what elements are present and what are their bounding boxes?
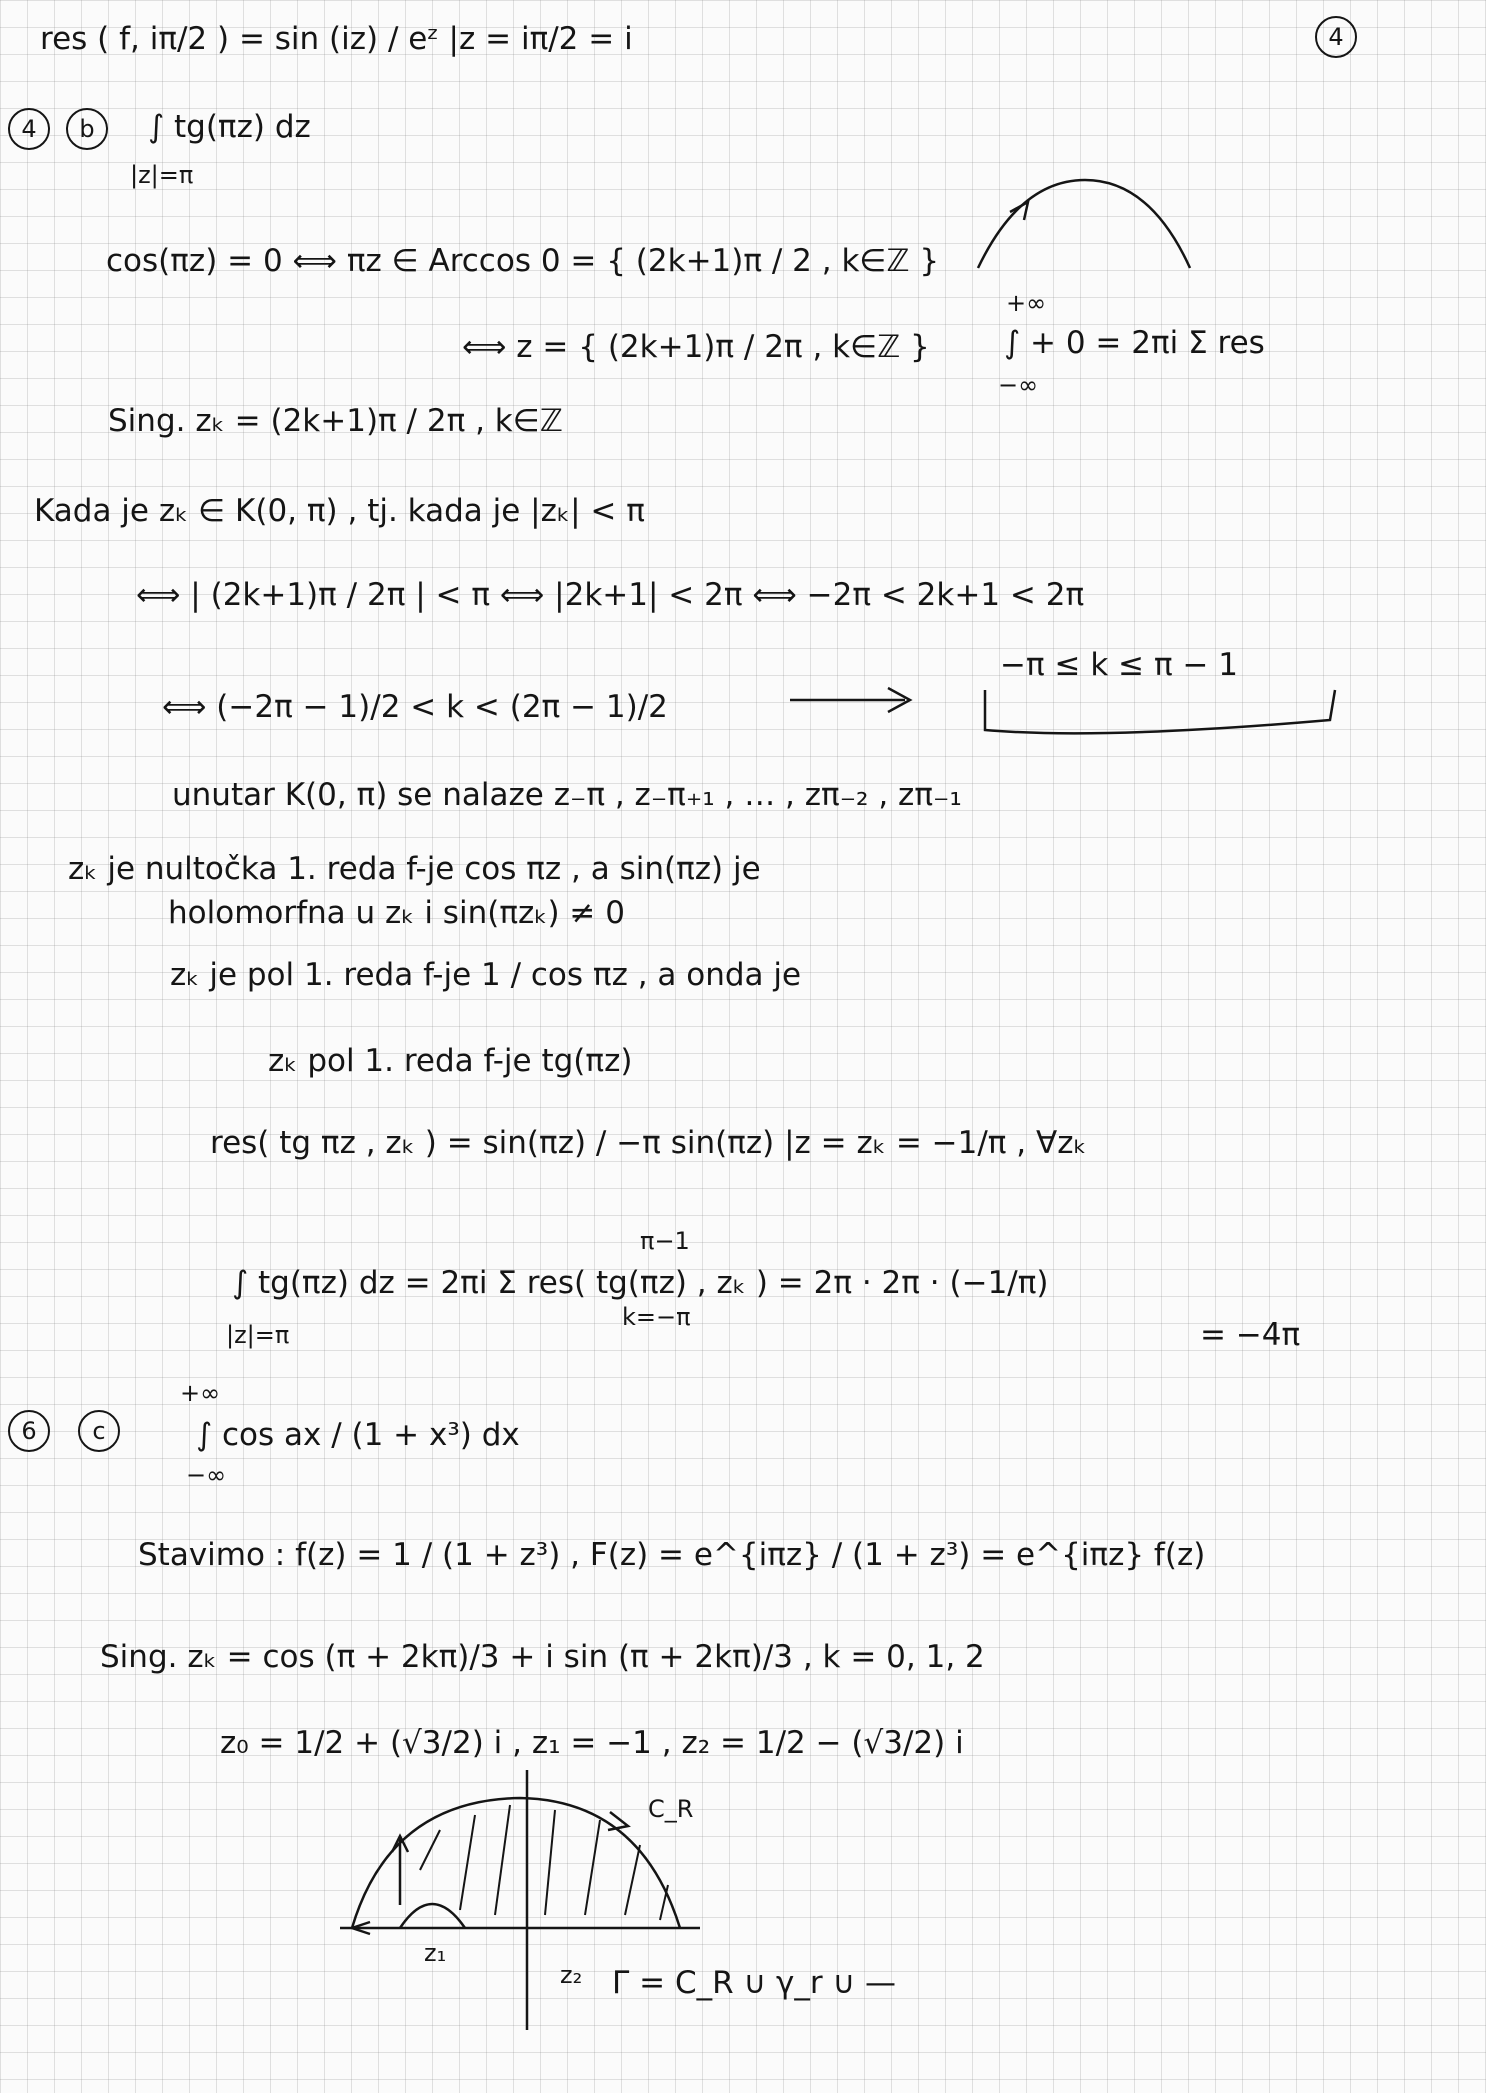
side-note-lower-limit: −∞ [998,371,1039,399]
pole-of-reciprocal-line: zₖ je pol 1. reda f-je 1 / cos πz , a onda je [170,957,802,993]
gamma-definition: Γ = C_R ∪ γ_r ∪ — [612,1965,897,2001]
integral-upper-limit: +∞ [180,1379,221,1407]
boxed-k-range: −π ≤ k ≤ π − 1 [1000,647,1239,683]
cos-zero-line: cos(πz) = 0 ⟺ πz ∈ Arccos 0 = { (2k+1)π / 2 , k∈ℤ } [106,243,940,279]
problem-letter: c [92,1417,106,1445]
sum-lower-limit: k=−π [622,1303,691,1331]
integral-result-line: ∫ tg(πz) dz = 2πi Σ res( tg(πz) , zₖ ) = 2π · 2π · (−1/π) [232,1265,1049,1301]
roots-formula-line: Sing. zₖ = cos (π + 2kπ)/3 + i sin (π + 2kπ)/3 , k = 0, 1, 2 [100,1639,985,1675]
k-range-line: ⟺ (−2π − 1)/2 < k < (2π − 1)/2 [162,689,668,725]
integral-cos-ax: ∫ cos ax / (1 + x³) dx [196,1417,520,1453]
integral-tg: ∫ tg(πz) dz [148,109,311,145]
side-note-upper-limit: +∞ [1006,289,1047,317]
problem-number-circle [8,1410,50,1452]
sum-upper-limit: π−1 [640,1227,690,1255]
final-value: = −4π [1200,1317,1301,1353]
definitions-line: Stavimo : f(z) = 1 / (1 + z³) , F(z) = e^{iπz} / (1 + z³) = e^{iπz} f(z) [138,1537,1206,1573]
z-solutions-line: ⟺ z = { (2k+1)π / 2π , k∈ℤ } [462,329,930,365]
roots-values-line: z₀ = 1/2 + (√3/2) i , z₁ = −1 , z₂ = 1/2 − (√3/2) i [220,1725,964,1761]
page-number: 4 [1328,23,1344,51]
z1-label: z₁ [424,1939,447,1967]
integral-lower-limit: −∞ [186,1461,227,1489]
singularities-line: Sing. zₖ = (2k+1)π / 2π , k∈ℤ [108,403,563,439]
side-note: ∫ + 0 = 2πi Σ res [1004,325,1265,361]
residue-line-top: res ( f, iπ/2 ) = sin (iz) / eᶻ |z = iπ/2 = i [40,21,633,57]
holomorphic-line: holomorfna u zₖ i sin(πzₖ) ≠ 0 [168,895,625,931]
problem-letter: b [79,115,95,143]
integral-result-contour: |z|=π [226,1321,290,1349]
problem-number: 6 [21,1417,37,1445]
arc-label-cr: C_R [648,1795,694,1823]
zero-of-cos-line: zₖ je nultočka 1. reda f-je cos πz , a sin(πz) je [68,851,761,887]
z2-label: z₂ [560,1961,583,1989]
problem-number: 4 [21,115,37,143]
inequality-chain: ⟺ | (2k+1)π / 2π | < π ⟺ |2k+1| < 2π ⟺ −2π < 2k+1 < 2π [136,577,1085,613]
points-inside-line: unutar K(0, π) se nalaze z₋π , z₋π₊₁ , … , zπ₋₂ , zπ₋₁ [172,777,962,813]
page-number-badge [1315,16,1357,58]
problem-number-circle [8,108,50,150]
problem-letter-circle [66,108,108,150]
inside-disk-condition: Kada je zₖ ∈ K(0, π) , tj. kada je |zₖ| < π [34,493,645,529]
integral-contour: |z|=π [130,161,194,189]
residue-tg-line: res( tg πz , zₖ ) = sin(πz) / −π sin(πz) |z = zₖ = −1/π , ∀zₖ [210,1125,1087,1161]
problem-letter-circle [78,1410,120,1452]
pole-of-tg-line: zₖ pol 1. reda f-je tg(πz) [268,1043,633,1079]
